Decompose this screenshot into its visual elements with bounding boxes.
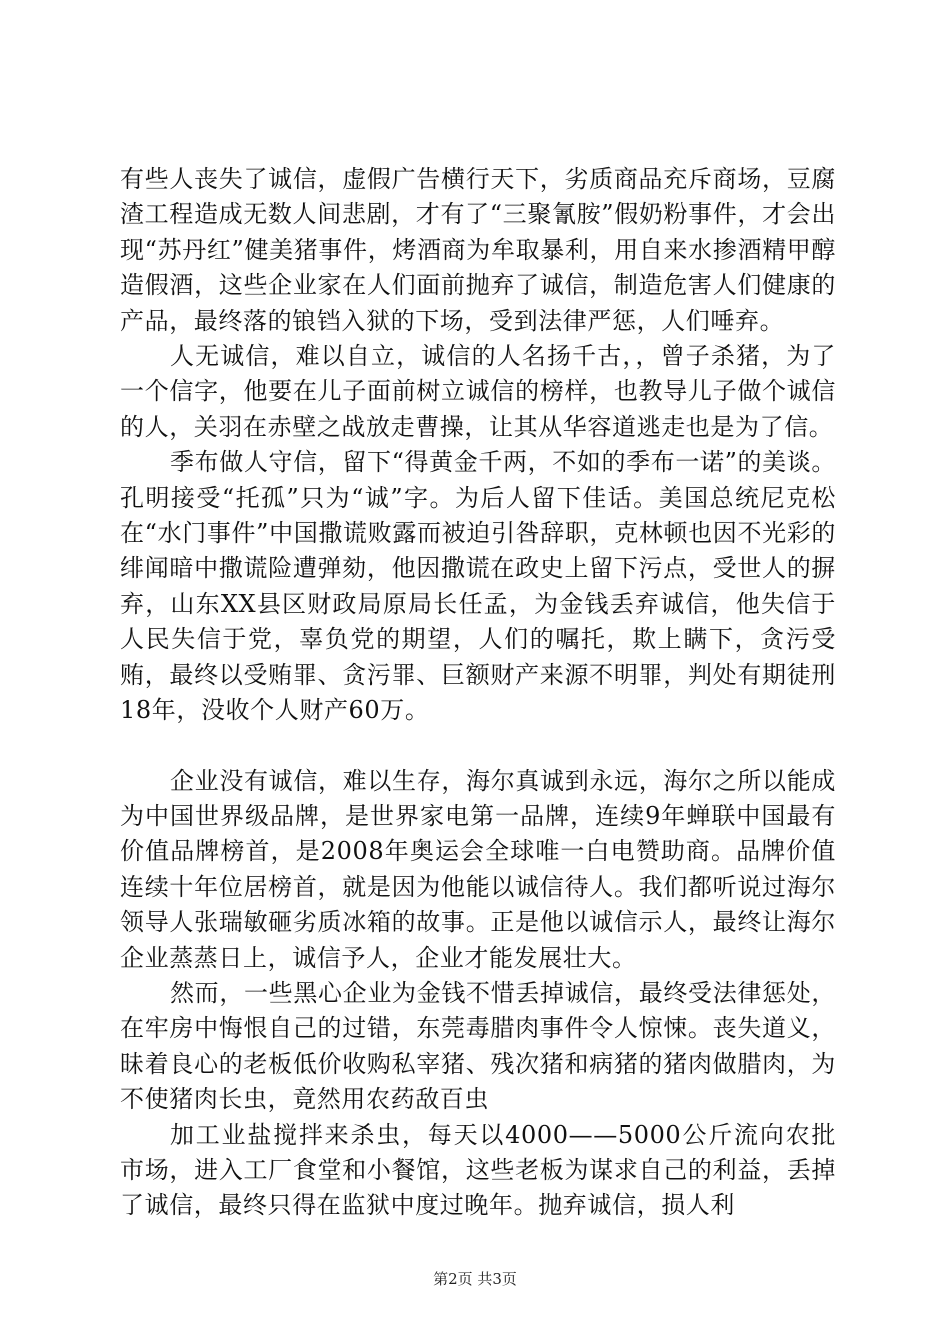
document-body bbox=[120, 162, 836, 1224]
page-footer: 第2页 共3页 bbox=[433, 1270, 517, 1288]
paragraph: 然而，一些黑心企业为金钱不惜丢掉诚信，最终受法律惩处，在牢房中悔恨自己的过错，东莞毒腊肉事件令人惊悚。丧失道义，昧着良心的老板低价收购私宰猪、残次猪和病猪的猪肉做腊肉，为不使猪肉长虫，竟然用农药敌百虫 bbox=[120, 978, 836, 1114]
paragraph: 季布做人守信，留下“得黄金千两，不如的季布一诺”的美谈。孔明接受“托孤”只为“诚”字。为后人留下佳话。美国总统尼克松在“水门事件”中国撒谎败露而被迫引咎辞职，克林顿也因不光彩的绯闻暗中撒谎险遭弹劾，他因撒谎在政史上留下污点，受世人的摒弃，山东XX县区财政局原局长任孟，为金钱丢弃诚信，他失信于人民失信于党，辜负党的期望，人们的嘱托，欺上瞒下，贪污受贿，最终以受贿罪、贪污罪、巨额财产来源不明罪，判处有期徒刑18年，没收个人财产60万。 bbox=[120, 448, 836, 725]
paragraph-spacer bbox=[120, 729, 836, 764]
paragraph: 有些人丧失了诚信，虚假广告横行天下，劣质商品充斥商场，豆腐渣工程造成无数人间悲剧，才有了“三聚氰胺”假奶粉事件，才会出现“苏丹红”健美猪事件，烤酒商为牟取暴利，用自来水掺酒精甲醇造假酒，这些企业家在人们面前抛弃了诚信，制造危害人们健康的产品，最终落的锒铛入狱的下场，受到法律严惩，人们唾弃。 bbox=[120, 165, 836, 335]
paragraph: 加工业盐搅拌来杀虫，每天以4000——5000公斤流向农批市场，进入工厂食堂和小餐馆，这些老板为谋求自己的利益，丢掉了诚信，最终只得在监狱中度过晚年。抛弃诚信，损人利 bbox=[120, 1120, 836, 1220]
paragraph: 企业没有诚信，难以生存，海尔真诚到永远，海尔之所以能成为中国世界级品牌，是世界家电第一品牌，连续9年蝉联中国最有价值品牌榜首，是2008年奥运会全球唯一白电赞助商。品牌价值连续十年位居榜首，就是因为他能以诚信待人。我们都听说过海尔领导人张瑞敏砸劣质冰箱的故事。正是他以诚信示人，最终让海尔企业蒸蒸日上，诚信予人，企业才能发展壮大。 bbox=[120, 766, 836, 972]
paragraph: 人无诚信，难以自立，诚信的人名扬千古，，曾子杀猪，为了一个信字，他要在儿子面前树立诚信的榜样，也教导儿子做个诚信的人，关羽在赤壁之战放走曹操，让其从华容道逃走也是为了信。 bbox=[120, 342, 836, 441]
